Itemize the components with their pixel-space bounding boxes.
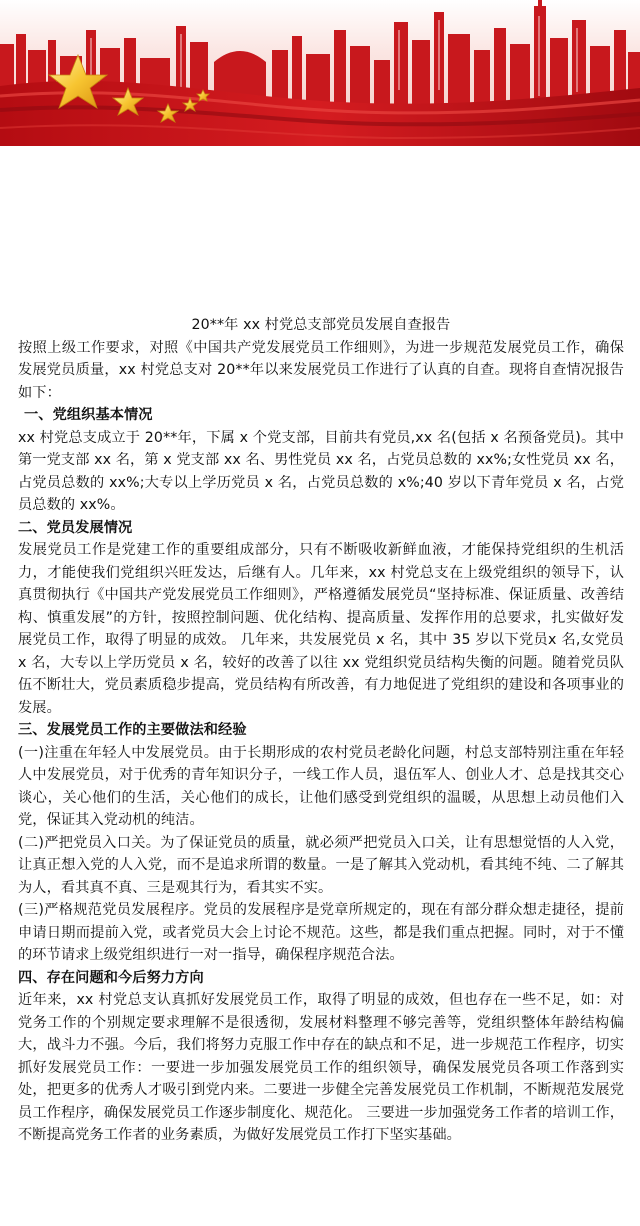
report-title: 20**年 xx 村党总支部党员发展自查报告 [191, 317, 451, 333]
section-text-member-development: 发展党员工作是党建工作的重要组成部分，只有不断吸收新鲜血液，才能保持党组织的生机活力，才能使我们党组织兴旺发达，后继有人。几年来，xx 村党总支在上级党组织的领导下，认真贯彻执行《中国共产党发展党员工作细则》，严格遵循发展党员“坚持标准、保证质量、改善结构、慎重发展”的方针，按照控制问题、优化结构、提高质量、发挥作用的总要求，扎实做好发展党员工作，取得了明显的成效。 几年来，共发展党员 x 名，其中 35 岁以下党员x 名,女党员 x 名，大专以上学历党员 x 名，较好的改善了以往 xx 党组织党员结构失衡的问题。随着党员队伍不断壮大，党员素质稳步提高，党员结构有所改善，有力地促进了党组织的建设和各项事业的发展。 [18, 542, 624, 716]
intro-paragraph: 按照上级工作要求，对照《中国共产党发展党员工作细则》，为进一步规范发展党员工作，确保发展党员质量，xx 村党总支对 20**年以来发展党员工作进行了认真的自查。现将自查情况报告如下： [18, 339, 624, 401]
section-heading-org-info: 一、党组织基本情况 [24, 407, 153, 423]
report-document [18, 314, 624, 1147]
practice-item-entry-control: (二)严把党员入口关。为了保证党员的质量，就必须严把党员入口关，让有思想觉悟的人入党，让真正想入党的人入党，而不是追求所谓的数量。一是了解其入党动机，看其纯不纯、二了解其为人，看其真不真、三是观其行为，看其实不实。 [18, 834, 624, 896]
header-banner [0, 0, 640, 146]
red-flag-skyline-stars-banner-icon [0, 0, 640, 146]
section-text-org-info: xx 村党总支成立于 20**年，下属 x 个党支部，目前共有党员,xx 名(包括 x 名预备党员)。其中第一党支部 xx 名，第 x 党支部 xx 名、男性党员 xx 名，占党员总数的 xx%;女性党员 xx 名，占党员总数的 xx%;大专以上学历党员 x 名，占党员总数的 x%;40 岁以下青年党员 x 名，占党员总数的 xx%。 [18, 429, 624, 513]
section-heading-member-development: 二、党员发展情况 [18, 519, 133, 536]
section-heading-problems-direction: 四、存在问题和今后努力方向 [18, 969, 204, 986]
practice-item-young-people: (一)注重在年轻人中发展党员。由于长期形成的农村党员老龄化问题，村总支部特别注重在年轻人中发展党员，对于优秀的青年知识分子，一线工作人员，退伍军人、创业人才、总是找其交心谈心，关心他们的生活，关心他们的成长，让他们感受到党组织的温暖，从思想上动员他们入党，保证其入党动机的纯洁。 [18, 744, 624, 828]
section-heading-practices: 三、发展党员工作的主要做法和经验 [18, 722, 247, 738]
section-text-problems-direction: 近年来，xx 村党总支认真抓好发展党员工作，取得了明显的成效，但也存在一些不足，如：对党务工作的个别规定要求理解不是很透彻，发展材料整理不够完善等，党组织整体年龄结构偏大，战斗力不强。今后，我们将努力克服工作中存在的缺点和不足，进一步规范工作程序，切实抓好发展党员工作：一要进一步加强发展党员工作的组织领导，确保发展党员各项工作落到实处，把更多的优秀人才吸引到党内来。二要进一步健全完善发展党员工作机制，不断规范发展党员工作程序，确保发展党员工作逐步制度化、规范化。 三要进一步加强党务工作者的培训工作，不断提高党务工作者的业务素质，为做好发展党员工作打下坚实基础。 [18, 992, 624, 1143]
practice-item-procedure: (三)严格规范党员发展程序。党员的发展程序是党章所规定的，现在有部分群众想走捷径，提前申请日期而提前入党，或者党员大会上讨论不规范。这些，都是我们重点把握。同时，对于不懂的环节请求上级党组织进行一对一指导，确保程序规范合法。 [18, 902, 624, 963]
